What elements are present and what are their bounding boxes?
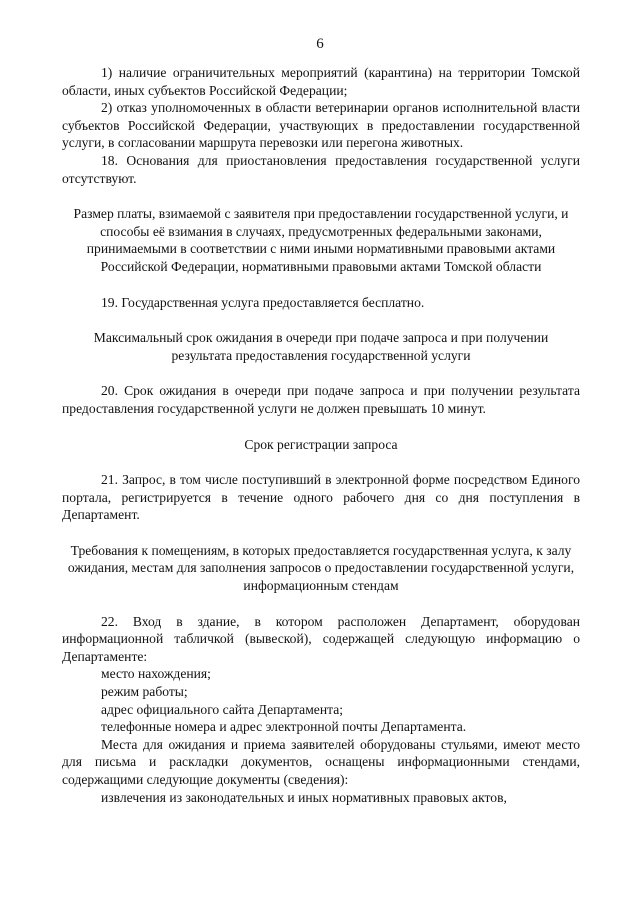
heading-premises: Требования к помещениям, в которых предоставляется государственная услуга, к залу ожидания, местам для заполнения запросов о предоставлении государственной услуги, информационным стендам [67,542,575,594]
list-item: адрес официального сайта Департамента; [101,701,344,717]
paragraph-18: 18. Основания для приостановления предоставления государственной услуги отсутствуют. [62,152,580,186]
heading-queue-time: Максимальный срок ожидания в очереди при подаче запроса и при получении результата предоставления государственной услуги [93,330,549,363]
heading-fee: Размер платы, взимаемой с заявителя при предоставлении государственной услуги, и способы её взимания в случаях, предусмотренных федеральными законами, принимаемыми в соответствии с ними иными нормативными правовыми актами Российской Федерации, нормативными правовыми актами Томской области [73,206,569,274]
document-body [62,64,580,806]
paragraph-extracts: извлечения из законодательных и иных нормативных правовых актов, [101,789,507,805]
paragraph-22: 22. Вход в здание, в котором расположен Департамент, оборудован информационной табличкой (вывеской), содержащей следующую информацию о Департаменте: [62,613,580,664]
heading-registration: Срок регистрации запроса [244,436,398,452]
paragraph-refusal: 2) отказ уполномоченных в области ветеринарии органов исполнительной власти субъектов Российской Федерации, участвующих в предоставлении государственной услуги, в согласовании маршрута перевозки или перегона животных. [62,100,580,151]
paragraph-21: 21. Запрос, в том числе поступивший в электронной форме посредством Единого портала, регистрируется в течение одного рабочего дня со дня поступления в Департамент. [62,472,580,523]
page-number: 6 [316,36,324,52]
paragraph-quarantine: 1) наличие ограничительных мероприятий (карантина) на территории Томской области, иных субъектов Российской Федерации; [62,65,580,98]
list-item: телефонные номера и адрес электронной почты Департамента. [101,719,467,735]
paragraph-19: 19. Государственная услуга предоставляется бесплатно. [101,294,425,310]
paragraph-waiting-places: Места для ожидания и приема заявителей оборудованы стульями, имеют место для письма и раскладки документов, оснащены информационными стендами, содержащими следующие документы (сведения): [62,736,580,787]
list-item: место нахождения; [101,666,211,682]
paragraph-20: 20. Срок ожидания в очереди при подаче запроса и при получении результата предоставления государственной услуги не должен превышать 10 минут. [62,383,580,416]
list-item: режим работы; [101,684,188,700]
